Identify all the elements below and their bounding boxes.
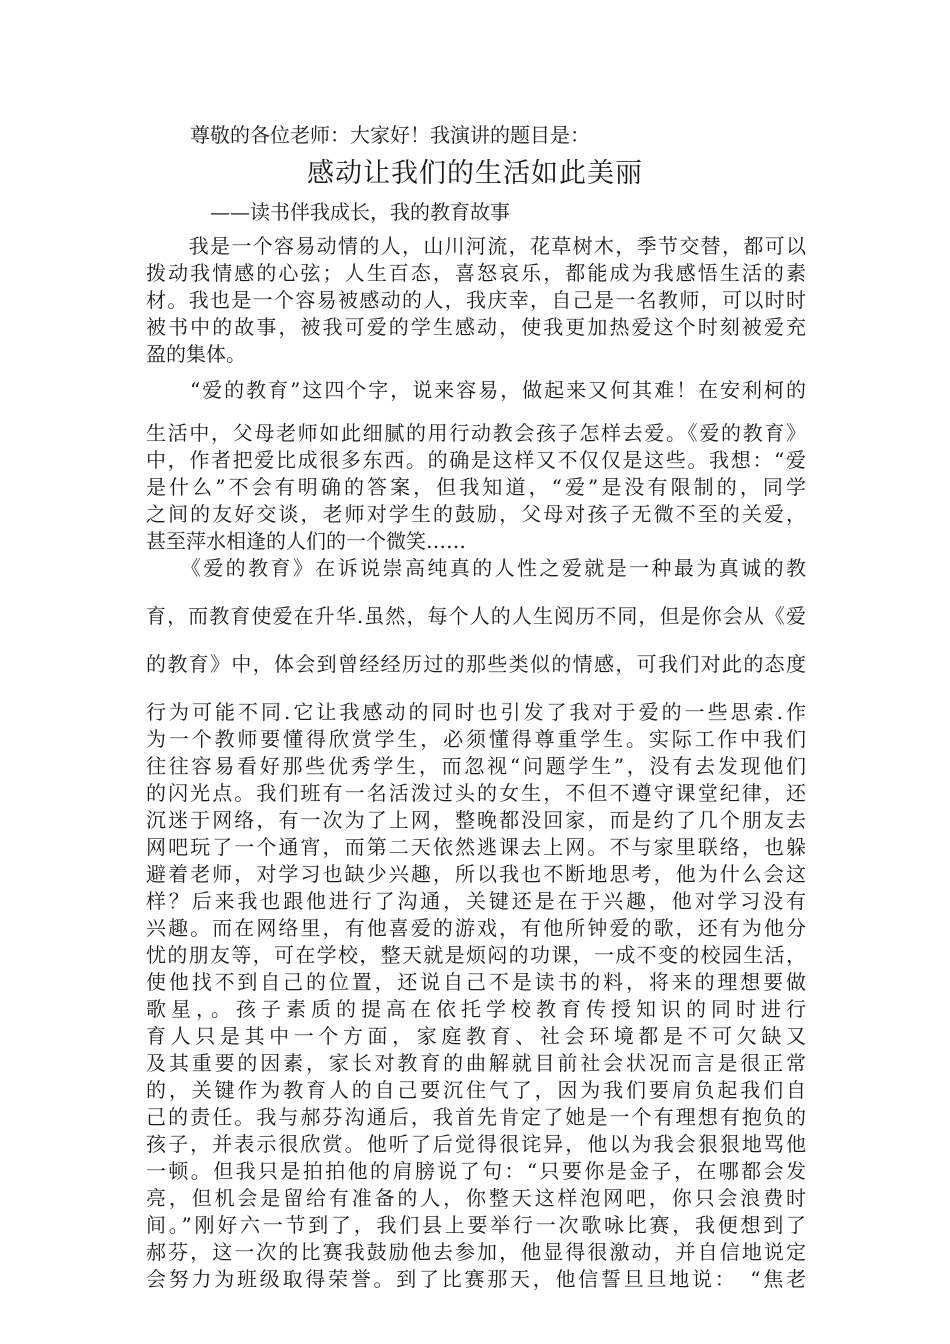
body-line: 间。”刚好六一节到了，我们县上要举行一次歌咏比赛，我便想到了 [146, 1213, 806, 1237]
body-line: 会努力为班级取得荣誉。到了比赛那天，他信誓旦旦地说： “焦老 [146, 1267, 806, 1291]
body-line: 忧的朋友等，可在学校，整天就是烦闷的功课，一成不变的校园生活， [146, 943, 806, 967]
greeting-line: 尊敬的各位老师：大家好！我演讲的题目是： [190, 123, 590, 147]
body-line: 避着老师，对学习也缺少兴趣，所以我也不断地思考，他为什么会这 [146, 862, 806, 886]
speech-subtitle: ——读书伴我成长，我的教育故事 [210, 200, 510, 224]
body-line: 盈的集体。 [146, 342, 246, 366]
body-line: 网吧玩了一个通宵，而第二天依然逃课去上网。不与家里联络，也躲 [146, 835, 806, 859]
body-line: 一顿。但我只是拍拍他的肩膀说了句：“只要你是金子，在哪都会发 [146, 1159, 806, 1183]
body-line: 育，而教育使爱在升华.虽然，每个人的人生阅历不同，但是你会从《爱 [146, 604, 806, 628]
body-line: 被书中的故事，被我可爱的学生感动，使我更加热爱这个时刻被爱充 [146, 315, 806, 339]
body-line: 的教育》中，体会到曾经经历过的那些类似的情感，可我们对此的态度 [146, 652, 806, 676]
body-line: 我是一个容易动情的人，山川河流，花草树木，季节交替，都可以 [146, 234, 806, 258]
body-line: 生活中，父母老师如此细腻的用行动教会孩子怎样去爱。《爱的教育》 [146, 421, 806, 445]
body-line: 的，关键作为教育人的自己要沉住气了，因为我们要肩负起我们自 [146, 1078, 806, 1102]
body-line: 甚至萍水相逢的人们的一个微笑…… [146, 529, 466, 553]
body-line: 沉迷于网络，有一次为了上网，整晚都没回家，而是约了几个朋友去 [146, 808, 806, 832]
body-line: 使他找不到自己的位置，还说自己不是读书的料，将来的理想要做 [146, 970, 806, 994]
body-line: 之间的友好交谈，老师对学生的鼓励，父母对孩子无微不至的关爱， [146, 502, 806, 526]
body-line: 的闪光点。我们班有一名活泼过头的女生，不但不遵守课堂纪律，还 [146, 781, 806, 805]
body-line: 己的责任。我与郝芬沟通后，我首先肯定了她是一个有理想有抱负的 [146, 1105, 806, 1129]
body-line: 歌星，。孩子素质的提高在依托学校教育传授知识的同时进行 [146, 997, 806, 1021]
body-line: 往往容易看好那些优秀学生，而忽视“问题学生”，没有去发现他们 [146, 754, 806, 778]
body-line: 拨动我情感的心弦；人生百态，喜怒哀乐，都能成为我感悟生活的素 [146, 261, 806, 285]
body-line: “爱的教育”这四个字，说来容易，做起来又何其难！在安利柯的 [146, 378, 806, 402]
body-line: 行为可能不同.它让我感动的同时也引发了我对于爱的一些思索.作 [146, 700, 806, 724]
body-line: 兴趣。而在网络里，有他喜爱的游戏，有他所钟爱的歌，还有为他分 [146, 916, 806, 940]
body-line: 郝芬，这一次的比赛我鼓励他去参加，他显得很激动，并自信地说定 [146, 1240, 806, 1264]
body-line: 育人只是其中一个方面，家庭教育、社会环境都是不可欠缺又 [146, 1024, 806, 1048]
body-line: 及其重要的因素，家长对教育的曲解就目前社会状况而言是很正常 [146, 1051, 806, 1075]
body-line: 为一个教师要懂得欣赏学生，必须懂得尊重学生。实际工作中我们 [146, 727, 806, 751]
body-line: 是什么”不会有明确的答案，但我知道，“爱”是没有限制的，同学 [146, 475, 806, 499]
body-line: 孩子，并表示很欣赏。他听了后觉得很诧异，他以为我会狠狠地骂他 [146, 1132, 806, 1156]
body-line: 材。我也是一个容易被感动的人，我庆幸，自己是一名教师，可以时时 [146, 288, 806, 312]
body-line: 样？后来我也跟他进行了沟通，关键还是在于兴趣，他对学习没有 [146, 889, 806, 913]
body-line: 中，作者把爱比成很多东西。的确是这样又不仅仅是这些。我想：“爱 [146, 448, 806, 472]
speech-title: 感动让我们的生活如此美丽 [307, 158, 643, 189]
body-line: 《爱的教育》在诉说崇高纯真的人性之爱就是一种最为真诚的教 [146, 556, 806, 580]
body-line: 亮，但机会是留给有准备的人，你整天这样泡网吧，你只会浪费时 [146, 1186, 806, 1210]
